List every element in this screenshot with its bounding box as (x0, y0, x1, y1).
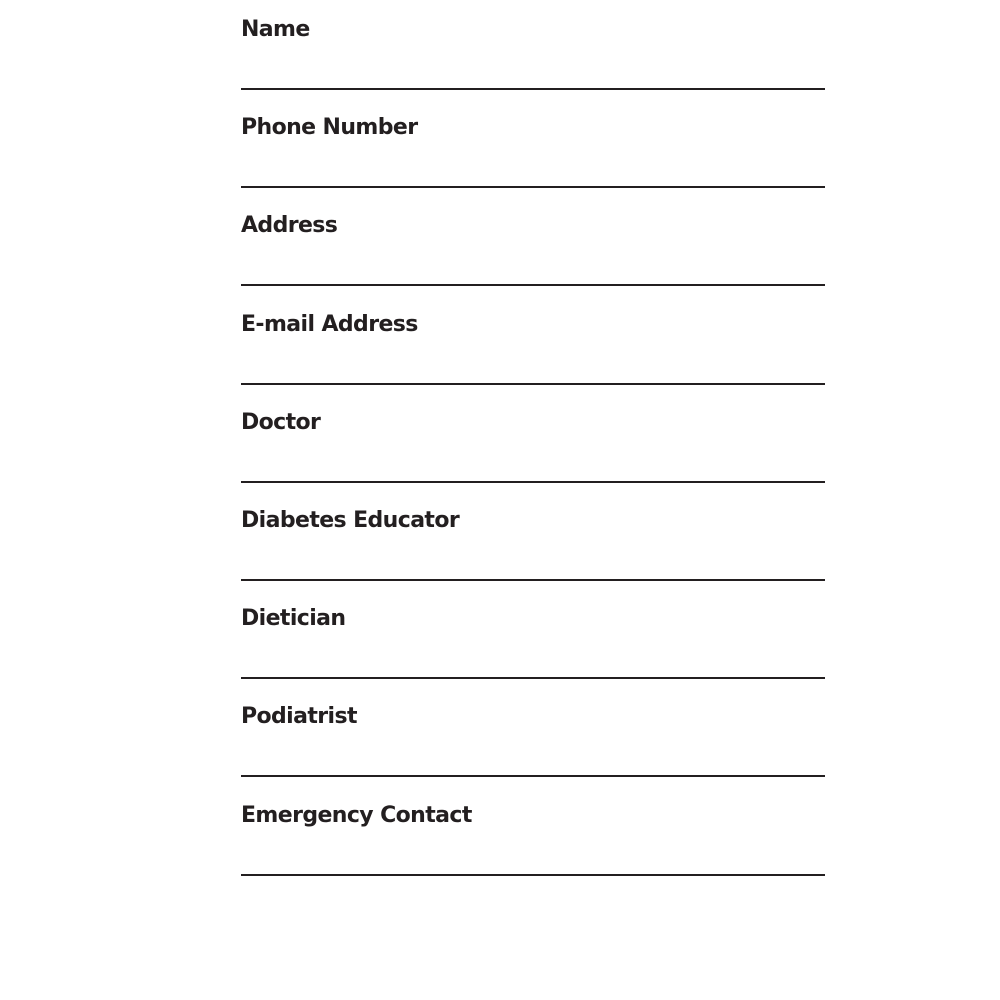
field-label-name: Name (241, 17, 310, 42)
field-address (241, 196, 825, 294)
field-line-dietician[interactable] (241, 677, 825, 679)
field-dietician (241, 589, 825, 687)
field-label-emergency-contact: Emergency Contact (241, 803, 472, 828)
field-label-dietician: Dietician (241, 606, 346, 631)
contact-form (241, 0, 825, 1000)
field-line-doctor[interactable] (241, 481, 825, 483)
field-line-email-address[interactable] (241, 383, 825, 385)
field-label-podiatrist: Podiatrist (241, 704, 357, 729)
field-line-emergency-contact[interactable] (241, 874, 825, 876)
field-line-name[interactable] (241, 88, 825, 90)
field-doctor (241, 393, 825, 491)
field-label-diabetes-educator: Diabetes Educator (241, 508, 460, 533)
field-line-diabetes-educator[interactable] (241, 579, 825, 581)
field-name (241, 0, 825, 98)
field-line-phone-number[interactable] (241, 186, 825, 188)
field-line-podiatrist[interactable] (241, 775, 825, 777)
field-podiatrist (241, 687, 825, 785)
field-diabetes-educator (241, 491, 825, 589)
field-email-address (241, 295, 825, 393)
field-phone-number (241, 98, 825, 196)
field-label-doctor: Doctor (241, 410, 321, 435)
field-line-address[interactable] (241, 284, 825, 286)
field-label-phone-number: Phone Number (241, 115, 418, 140)
field-label-address: Address (241, 213, 338, 238)
field-label-email-address: E-mail Address (241, 312, 418, 337)
field-emergency-contact (241, 786, 825, 884)
